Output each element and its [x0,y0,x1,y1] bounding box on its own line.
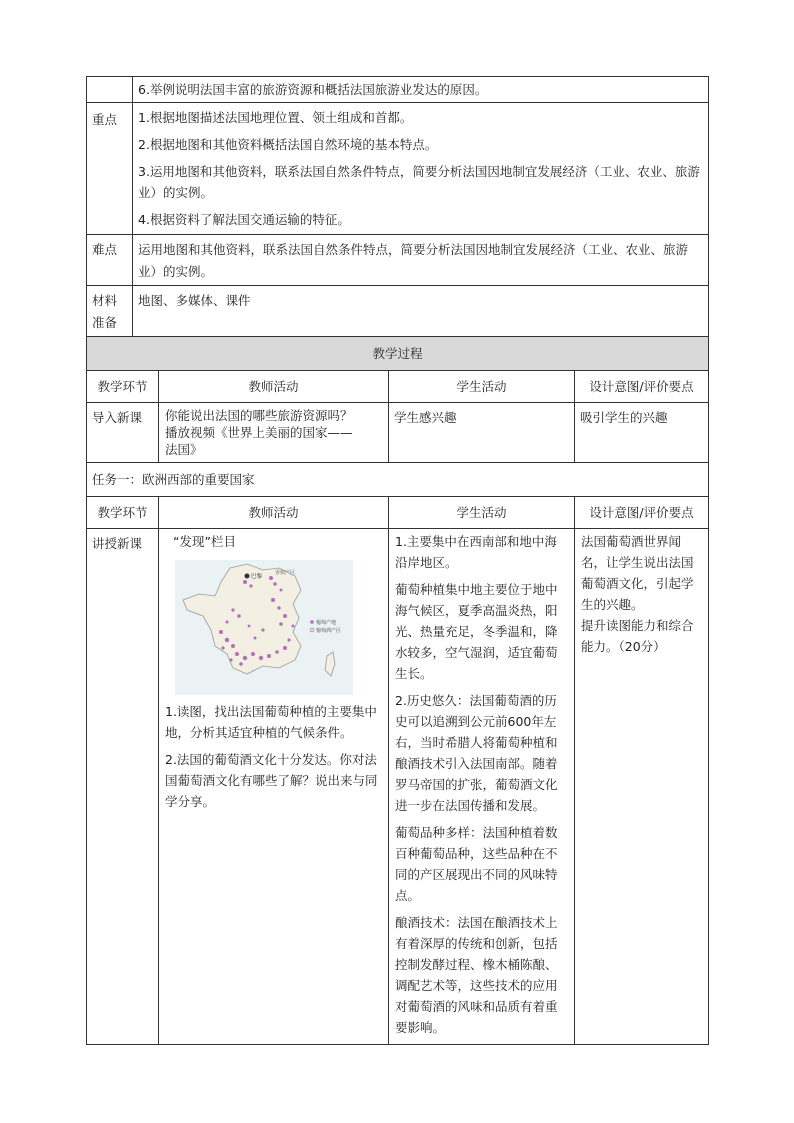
map-legend-grape: 葡萄产地 [316,620,337,626]
student-answer-2: 葡萄种植集中地主要位于地中海气候区，夏季高温炎热，阳光、热量充足，冬季温和，降水较多，空气湿润，适宜葡萄生长。 [395,582,558,681]
map-city-paris: 巴黎 [251,574,263,580]
task-title: 任务一：欧洲西部的重要国家 [87,463,709,497]
intro-teacher-question: 你能说出法国的哪些旅游资源吗？ [165,408,353,423]
materials-label [87,286,133,337]
key-point-4: 4.根据资料了解法国交通运输的特征。 [138,212,350,227]
intro-stage: 导入新课 [87,403,159,463]
process-header-row-2 [87,497,709,529]
key-point-1: 1.根据地图描述法国地理位置、领土组成和首都。 [138,110,413,125]
intro-teacher-video: 播放视频《世界上美丽的国家——法国》 [165,425,353,457]
header-stage-2: 教学环节 [87,497,159,529]
lesson-design [575,529,709,1045]
key-point-2: 2.根据地图和其他资料概括法国自然环境的基本特点。 [138,137,438,152]
intro-design: 吸引学生的兴趣 [575,403,709,463]
map-city-champagne: 香槟产区 [275,570,296,576]
difficult-row [87,235,709,286]
objectives-table [86,76,709,337]
materials-label-line-1: 材料 [92,293,118,308]
student-answer-4: 葡萄品种多样：法国种植着数百种葡萄品种，这些品种在不同的产区展现出不同的风味特点。 [395,825,558,903]
process-header-row [87,371,709,403]
lesson-row [87,529,709,1045]
materials-text: 地图、多媒体、课件 [133,286,709,337]
header-teacher-2: 教师活动 [159,497,389,529]
france-grape-map [175,560,353,695]
intro-row [87,403,709,463]
process-table [86,337,709,1045]
legend-grape-swatch [310,620,314,624]
teacher-question-2: 2.法国的葡萄酒文化十分发达。你对法国葡萄酒文化有哪些了解？说出来与同学分享。 [165,752,378,809]
header-design-2: 设计意图/评价要点 [575,497,709,529]
header-design: 设计意图/评价要点 [575,371,709,403]
key-points-row [87,103,709,235]
difficult-label: 难点 [87,235,133,286]
header-teacher: 教师活动 [159,371,389,403]
design-intent-2: 提升读图能力和综合能力。（20分） [581,618,694,654]
key-point-3: 3.运用地图和其他资料，联系法国自然条件特点，简要分析法国因地制宜发展经济（工业、农业、旅游业）的实例。 [138,164,700,200]
student-answer-5: 酿酒技术：法国在酿酒技术上有着深厚的传统和创新，包括控制发酵过程、橡木桶陈酿、调配艺术等，这些技术的应用对葡萄酒的风味和品质有着重要影响。 [395,915,558,1035]
student-answer-3: 2.历史悠久：法国葡萄酒的历史可以追溯到公元前600年左右，当时希腊人将葡萄种植和酿酒技术引入法国南部。随着罗马帝国的扩张，葡萄酒文化进一步在法国传播和发展。 [395,693,558,813]
process-title-row [87,337,709,371]
intro-teacher [159,403,389,463]
teacher-question-1: 1.读图，找出法国葡萄种植的主要集中地，分析其适宜种植的气候条件。 [165,704,377,740]
objective-row-6 [87,77,709,103]
key-points-cell [133,103,709,235]
lesson-stage: 讲授新课 [87,529,159,1045]
lesson-student [389,529,575,1045]
paris-marker [245,574,250,579]
france-map-graphic [175,560,353,695]
materials-label-line-2: 准备 [92,315,118,330]
key-points-label: 重点 [87,103,133,235]
map-legend-wine: 葡萄酒产区 [316,628,342,634]
materials-row [87,286,709,337]
header-stage: 教学环节 [87,371,159,403]
student-answer-1: 1.主要集中在西南部和地中海沿岸地区。 [395,534,557,570]
design-intent-1: 法国葡萄酒世界闻名，让学生说出法国葡萄酒文化，引起学生的兴趣。 [581,534,694,612]
task-row [87,463,709,497]
lesson-plan-page [86,76,708,1045]
header-student-2: 学生活动 [389,497,575,529]
objective-6-text: 6.举例说明法国丰富的旅游资源和概括法国旅游业发达的原因。 [133,77,709,103]
header-student: 学生活动 [389,371,575,403]
intro-student: 学生感兴趣 [389,403,575,463]
lesson-teacher [159,529,389,1045]
discover-caption: “发现”栏目 [173,534,236,549]
process-title: 教学过程 [87,337,709,371]
difficult-text: 运用地图和其他资料，联系法国自然条件特点，简要分析法国因地制宜发展经济（工业、农业、旅游业）的实例。 [133,235,709,286]
